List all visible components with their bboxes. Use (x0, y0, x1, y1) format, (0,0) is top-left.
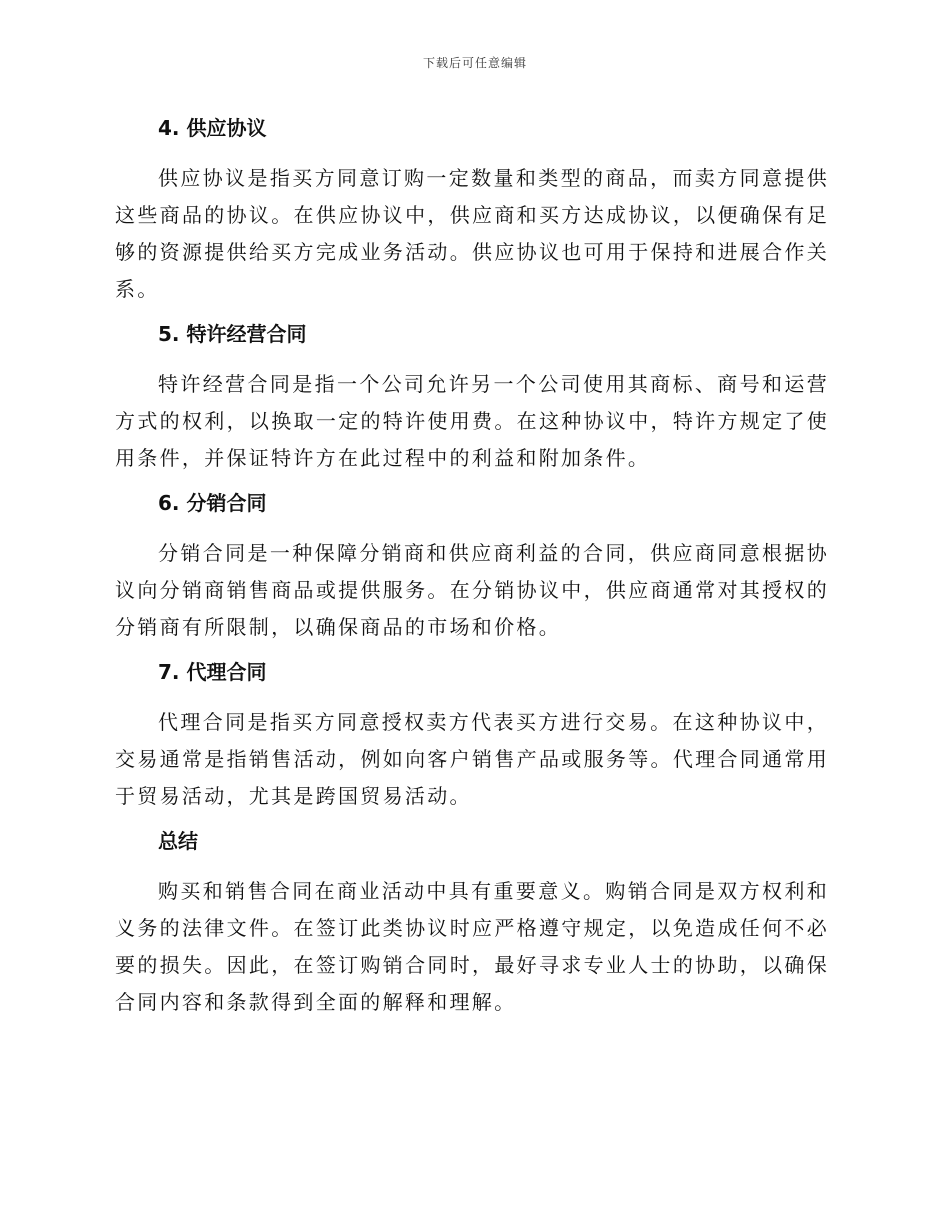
section-heading: 总结 (158, 829, 198, 853)
section-summary (115, 823, 829, 1021)
section-paragraph: 供应协议是指买方同意订购一定数量和类型的商品，而卖方同意提供这些商品的协议。在供应协议中，供应商和买方达成协议，以便确保有足够的资源提供给买方完成业务活动。供应协议也可用于保持和进展合作关系。 (115, 166, 829, 301)
section-franchise-contract (115, 316, 829, 477)
document-body (115, 110, 829, 1029)
section-paragraph: 分销合同是一种保障分销商和供应商利益的合同，供应商同意根据协议向分销商销售商品或提供服务。在分销协议中，供应商通常对其授权的分销商有所限制，以确保商品的市场和价格。 (115, 541, 829, 639)
section-heading: 5. 特许经营合同 (158, 322, 307, 346)
page-header: 下载后可任意编辑 (422, 56, 527, 70)
section-heading: 7. 代理合同 (158, 660, 267, 684)
section-paragraph: 代理合同是指买方同意授权卖方代表买方进行交易。在这种协议中，交易通常是指销售活动，例如向客户销售产品或服务等。代理合同通常用于贸易活动，尤其是跨国贸易活动。 (115, 710, 829, 808)
section-paragraph: 特许经营合同是指一个公司允许另一个公司使用其商标、商号和运营方式的权利，以换取一定的特许使用费。在这种协议中，特许方规定了使用条件，并保证特许方在此过程中的利益和附加条件。 (115, 372, 829, 470)
section-distribution-contract (115, 485, 829, 646)
section-agency-contract (115, 654, 829, 815)
section-heading: 4. 供应协议 (158, 116, 267, 140)
section-paragraph: 购买和销售合同在商业活动中具有重要意义。购销合同是双方权利和义务的法律文件。在签订此类协议时应严格遵守规定，以免造成任何不必要的损失。因此，在签订购销合同时，最好寻求专业人士的协助，以确保合同内容和条款得到全面的解释和理解。 (115, 879, 829, 1014)
section-supply-agreement (115, 110, 829, 308)
section-heading: 6. 分销合同 (158, 491, 267, 515)
